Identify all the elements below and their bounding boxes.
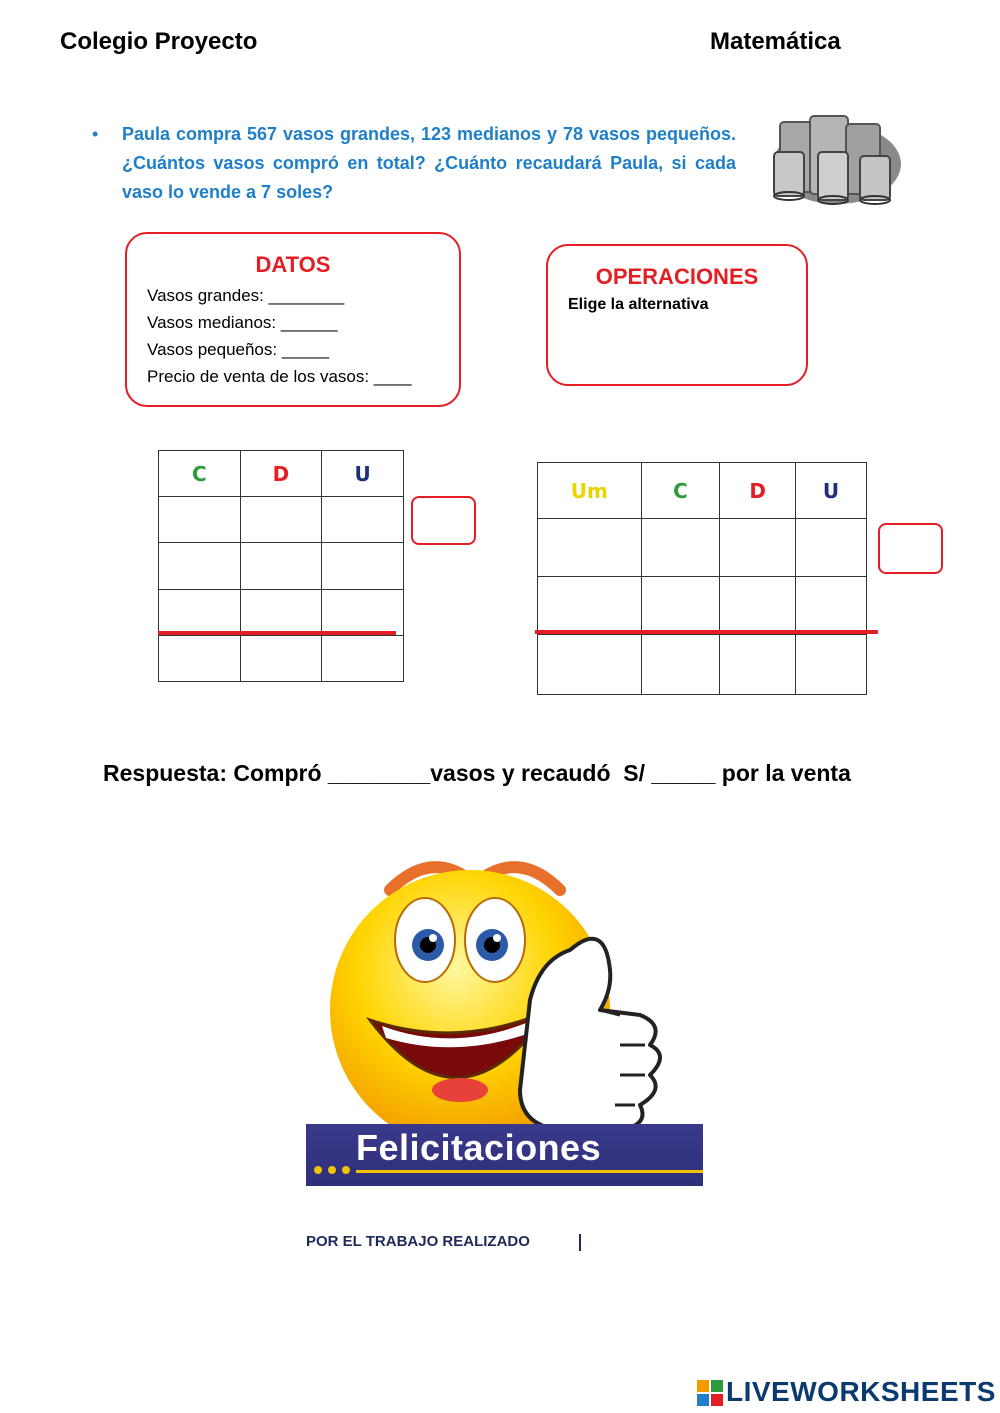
datos-line-grandes: Vasos grandes: ________ [147, 286, 345, 305]
cell[interactable] [322, 589, 404, 635]
header-d: D [272, 461, 290, 486]
cell[interactable] [538, 577, 642, 635]
datos-line-precio: Precio de venta de los vasos: ____ [147, 367, 412, 386]
datos-line-pequenos: Vasos pequeños: _____ [147, 340, 330, 359]
banner-underline [356, 1170, 703, 1173]
operaciones-title: OPERACIONES [595, 264, 759, 289]
header-u: U [822, 478, 840, 503]
table-umcdu [537, 462, 867, 695]
sum-line-left [158, 631, 396, 635]
cell[interactable] [240, 543, 322, 589]
sum-line-right [535, 630, 878, 634]
cell[interactable] [538, 519, 642, 577]
header-um: Um [570, 478, 608, 503]
datos-line-medianos: Vasos medianos: ______ [147, 313, 338, 332]
liveworksheets-brand: LIVEWORKSHEETS [726, 1376, 996, 1407]
operaciones-box [546, 244, 808, 386]
cell[interactable] [796, 635, 867, 695]
school-name: Colegio Proyecto [60, 28, 258, 55]
caption-cut-mark [579, 1234, 581, 1251]
answer-box-right[interactable] [878, 523, 943, 574]
header-c: C [191, 461, 207, 486]
cell[interactable] [538, 635, 642, 695]
cell[interactable] [322, 635, 404, 681]
cell[interactable] [641, 519, 720, 577]
answer-sentence: Respuesta: Compró ________vasos y recaudó S/ _____ por la venta [103, 760, 851, 786]
smiley-thumbs-up-icon [320, 850, 670, 1140]
cell[interactable] [641, 577, 720, 635]
cell[interactable] [796, 519, 867, 577]
datos-title: DATOS [255, 252, 331, 277]
cell[interactable] [240, 635, 322, 681]
congrats-caption: POR EL TRABAJO REALIZADO [306, 1233, 530, 1250]
cell[interactable] [720, 577, 796, 635]
bullet-point: • [92, 124, 99, 144]
table-cdu [158, 450, 404, 682]
liveworksheets-logo-icon [697, 1380, 723, 1406]
header-d: D [749, 478, 766, 503]
header-c: C [673, 478, 688, 503]
glasses-icon [770, 112, 904, 210]
cell[interactable] [159, 543, 241, 589]
datos-box [125, 232, 461, 407]
cell[interactable] [641, 635, 720, 695]
problem-statement: Paula compra 567 vasos grandes, 123 medianos y 78 vasos pequeños. ¿Cuántos vasos compró en total? ¿Cuánto recaudará Paula, si cada vaso lo vende a 7 soles? [122, 124, 736, 202]
cell[interactable] [240, 497, 322, 543]
dots-icon [312, 1163, 356, 1177]
cell[interactable] [720, 519, 796, 577]
cell[interactable] [796, 577, 867, 635]
header-u: U [354, 461, 371, 486]
cell[interactable] [159, 589, 241, 635]
subject-name: Matemática [710, 28, 841, 55]
answer-box-left[interactable] [411, 496, 476, 545]
cell[interactable] [159, 635, 241, 681]
cell[interactable] [159, 497, 241, 543]
congrats-banner-text: Felicitaciones [356, 1127, 602, 1168]
cell[interactable] [322, 497, 404, 543]
cell[interactable] [240, 589, 322, 635]
cell[interactable] [720, 635, 796, 695]
cell[interactable] [322, 543, 404, 589]
operaciones-subtitle: Elige la alternativa [568, 296, 709, 313]
